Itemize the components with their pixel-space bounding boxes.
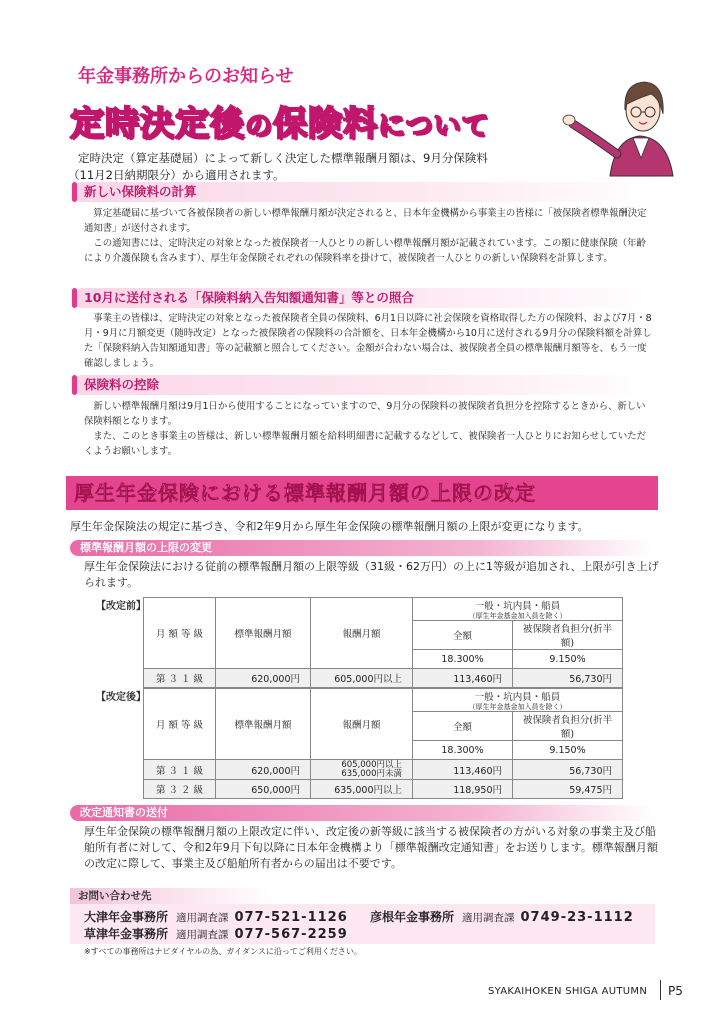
table-row: [144, 669, 623, 688]
contact-office: 彦根年金事務所: [370, 910, 455, 924]
col-group-label: 一般・坑内員・船員: [474, 601, 561, 612]
page-number: P5: [668, 984, 683, 998]
col-group-note: （厚生年金基金加入員を除く）: [468, 703, 567, 711]
contact-office: 草津年金事務所: [84, 927, 169, 941]
table-row: [144, 760, 623, 780]
cell-pay: [311, 760, 413, 780]
section-body-calculation: [84, 206, 654, 266]
cell-half: 59,475円: [513, 780, 623, 799]
section-heading-deduction: 保険料の控除: [72, 375, 655, 395]
cell-standard: 620,000円: [216, 760, 311, 780]
col-half: 被保険者負担分(折半額): [513, 712, 623, 741]
col-grade: 月 額 等 級: [144, 689, 216, 760]
table-row: [144, 780, 623, 799]
col-grade: 月 額 等 級: [144, 598, 216, 669]
cell-pay-to: 635,000円未満: [341, 769, 402, 779]
section-paragraph: また、このとき事業主の皆様は、新しい標準報酬月額を給料明細書に記載するなどして、被保険者一人ひとりにお知らせしていただくようお願いします。: [84, 431, 647, 457]
section-paragraph: 算定基礎届に基づいて各被保険者の新しい標準報酬月額が決定されると、日本年金機構から事業主の皆様に「被保険者標準報酬決定通知書」が送付されます。: [84, 208, 647, 234]
contact-tel[interactable]: 077-567-2259: [234, 927, 348, 942]
col-half: 被保険者負担分(折半額): [513, 621, 623, 650]
contact-box: [70, 904, 655, 944]
cell-pay: 605,000円以上: [311, 669, 413, 688]
revision-text: 厚生年金保険法における従前の標準報酬月額の上限等級（31級・62万円）の上に1等級が追加され、上限が引き上げられます。: [84, 560, 659, 589]
title-part-a: 定時決定後: [70, 104, 245, 144]
section-heading-verification: 10月に送付される「保険料納入告知額通知書」等との照合: [72, 288, 655, 308]
presenter-illustration: [555, 58, 685, 178]
contact-row: [370, 908, 634, 925]
contact-heading: お問い合わせ先: [70, 888, 270, 904]
cell-total: 113,460円: [413, 669, 513, 688]
section-body-verification: [84, 311, 654, 371]
cell-standard: 620,000円: [216, 669, 311, 688]
contact-tel[interactable]: 077-521-1126: [234, 910, 348, 925]
title-part-c: 保険料: [273, 104, 378, 144]
contact-row: [84, 925, 348, 942]
cell-half: 56,730円: [513, 760, 623, 780]
contact-dept: 適用調査課: [462, 912, 515, 924]
title-part-b: の: [245, 111, 273, 142]
cell-pay: 635,000円以上: [311, 780, 413, 799]
section-paragraph: 事業主の皆様は、定時決定の対象となった被保険者全員の保険料、6月1日以降に社会保険を資格取得した方の保険料、および7月・8月・9月に月額変更（随時改定）となった被保険者の保険料の合計額を、日本年金機構から10月に送付される9月分の保険料額を計算した「保険料納入告知額通知書」等の記載額と照合してください。金額が合わない場合は、被保険者全員の標準報酬月額等を、もう一度確認しましょう。: [84, 313, 652, 369]
contact-tel[interactable]: 0749-23-1112: [520, 910, 634, 925]
col-group: [413, 598, 623, 621]
banner-lead: 厚生年金保険法の規定に基づき、令和2年9月から厚生年金保険の標準報酬月額の上限が変更になります。: [70, 520, 589, 533]
col-group-note: （厚生年金基金加入員を除く）: [468, 612, 567, 620]
cell-standard: 650,000円: [216, 780, 311, 799]
contact-office: 大津年金事務所: [84, 910, 169, 924]
revision-heading: 標準報酬月額の上限の変更: [70, 540, 655, 556]
rate-total: 18.300%: [413, 741, 513, 760]
col-group-label: 一般・坑内員・船員: [474, 692, 561, 703]
section-heading-calculation: 新しい保険料の計算: [72, 182, 655, 202]
cell-total: 118,950円: [413, 780, 513, 799]
col-total: 全額: [413, 712, 513, 741]
rate-table-after: [143, 688, 623, 799]
notice-heading: 改定通知書の送付: [70, 805, 655, 821]
cell-grade: 第 ３ １ 級: [144, 760, 216, 780]
footer-divider: [660, 980, 661, 1000]
contact-dept: 適用調査課: [176, 929, 229, 941]
cell-grade: 第 ３ ２ 級: [144, 780, 216, 799]
contact-row: [84, 908, 348, 925]
page-title: [70, 96, 489, 145]
table-before-label: 【改定前】: [96, 601, 146, 612]
cell-half: 56,730円: [513, 669, 623, 688]
rate-table-before: [143, 597, 623, 688]
table-after-label: 【改定後】: [96, 692, 146, 703]
col-standard: 標準報酬月額: [216, 689, 311, 760]
section-paragraph: 新しい標準報酬月額は9月1日から使用することになっていますので、9月分の保険料の被保険者負担分を控除するときから、新しい保険料額となります。: [84, 401, 646, 427]
col-total: 全額: [413, 621, 513, 650]
cell-total: 113,460円: [413, 760, 513, 780]
col-pay: 報酬月額: [311, 598, 413, 669]
section-paragraph: この通知書には、定時決定の対象となった被保険者一人ひとりの新しい標準報酬月額が記載されています。この額に健康保険（年齢により介護保険も含みます）、厚生年金保険それぞれの保険料率を掛けて、被保険者一人ひとりの新しい保険料を計算します。: [84, 238, 646, 264]
col-standard: 標準報酬月額: [216, 598, 311, 669]
col-pay: 報酬月額: [311, 689, 413, 760]
cell-pay-from: 605,000円以上: [341, 760, 402, 770]
lead-line-1: 定時決定（算定基礎届）によって新しく決定した標準報酬月額は、9月分保険料: [78, 151, 488, 165]
section-body-deduction: [84, 399, 654, 459]
rate-total: 18.300%: [413, 650, 513, 669]
contact-dept: 適用調査課: [176, 912, 229, 924]
header-lead: [68, 150, 578, 184]
col-group: [413, 689, 623, 712]
section-banner: 厚生年金保険における標準報酬月額の上限の改定: [66, 476, 658, 510]
header-kicker: 年金事務所からのお知らせ: [78, 66, 294, 87]
magazine-name: SYAKAIHOKEN SHIGA AUTUMN: [488, 986, 648, 997]
contact-note: ※すべての事務所はナビダイヤルの為、ガイダンスに沿ってご利用ください。: [84, 947, 362, 956]
lead-line-2: （11月2日納期限分）から適用されます。: [68, 168, 285, 182]
title-part-d: について: [378, 111, 490, 142]
rate-half: 9.150%: [513, 741, 623, 760]
cell-grade: 第 ３ １ 級: [144, 669, 216, 688]
notice-text: 厚生年金保険の標準報酬月額の上限改定に伴い、改定後の新等級に該当する被保険者の方がいる対象の事業主及び船舶所有者に対して、令和2年9月下旬以降に日本年金機構より「標準報酬改定通知書」をお送りします。標準報酬月額の改定に際して、事業主及び船舶所有者からの届出は不要です。: [84, 825, 658, 870]
rate-half: 9.150%: [513, 650, 623, 669]
